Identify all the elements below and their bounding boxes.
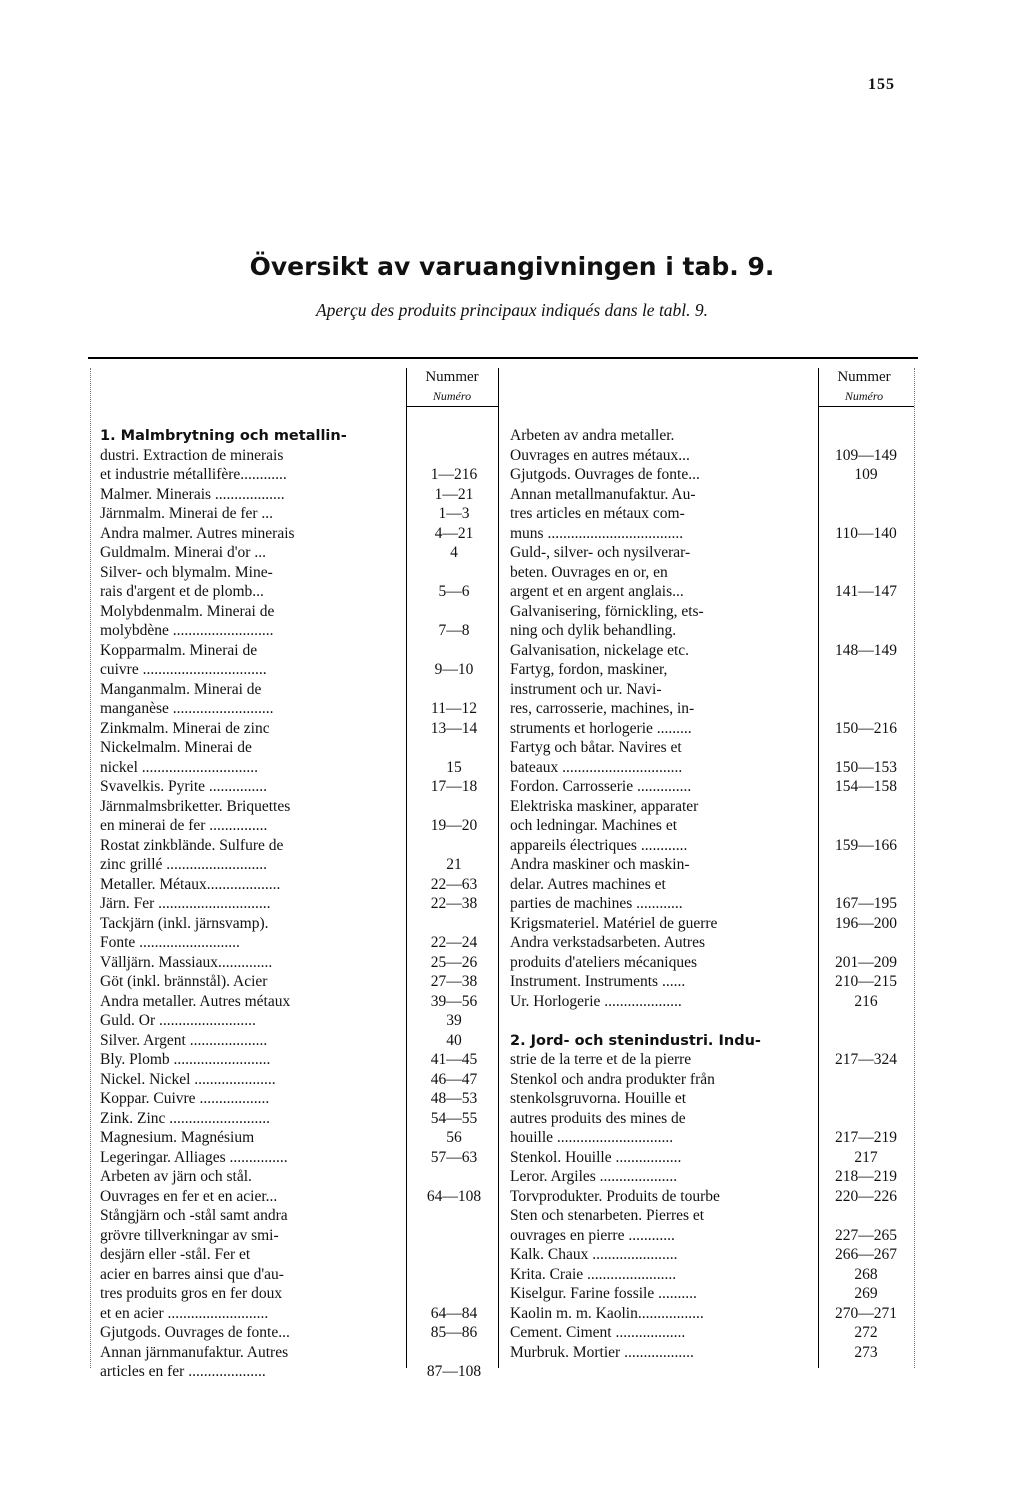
entry-number: 40 [446, 1031, 462, 1049]
entry-number: 21 [446, 856, 462, 873]
entry-label: Magnesium. Magnésium [100, 1129, 255, 1146]
entry-label: Stenkol och andra produkter från [510, 1070, 715, 1088]
entry-label: Arbeten av järn och stål. [100, 1168, 252, 1185]
entry-number: 154—158 [835, 778, 897, 795]
entry-label: Fonte .......................... [100, 934, 240, 951]
entry-label: Rostat zinkblände. Sulfure de [100, 836, 284, 854]
entry-number: 57—63 [430, 1148, 478, 1166]
entry-label: ouvrages en pierre ............ [510, 1226, 675, 1244]
entry-label: instrument och ur. Navi- [510, 680, 662, 698]
entry-number: 7—8 [438, 622, 470, 639]
entry-label: Tackjärn (inkl. järnsvamp). [100, 914, 269, 932]
entry-number: 19—20 [430, 817, 478, 834]
entry-label: Nickel. Nickel ..................... [100, 1070, 276, 1088]
entry-label: Bly. Plomb ......................... [100, 1051, 271, 1068]
rule-left-label [406, 368, 407, 1368]
entry-number: 4—21 [434, 524, 474, 542]
entry-label: Andra verkstadsarbeten. Autres [510, 934, 705, 951]
entry-label: Guldmalm. Minerai d'or ... [100, 544, 266, 561]
entry-number: 1—216 [430, 466, 478, 483]
entry-number: 218—219 [835, 1168, 897, 1185]
entry-label: tres articles en métaux com- [510, 505, 685, 522]
entry-label: tres produits gros en fer doux [100, 1285, 283, 1302]
entry-label: ning och dylik behandling. [510, 622, 677, 639]
entry-number: 273 [854, 1343, 878, 1361]
entry-label: Gjutgods. Ouvrages de fonte... [100, 1324, 290, 1341]
page-number: 155 [868, 76, 895, 93]
entry-label: Galvanisering, förnickling, ets- [510, 602, 704, 620]
entry-label: articles en fer .................... [100, 1363, 266, 1380]
entry-label: Molybdenmalm. Minerai de [100, 602, 275, 620]
entry-label: zinc grillé .......................... [100, 856, 268, 873]
entry-label: Stenkol. Houille ................. [510, 1148, 682, 1166]
entry-label: Guld. Or ......................... [100, 1012, 256, 1029]
entry-number: 56 [446, 1129, 462, 1146]
entry-label: Fartyg och båtar. Navires et [510, 739, 682, 756]
entry-label: Galvanisation, nickelage etc. [510, 641, 690, 659]
entry-label: Silver. Argent .................... [100, 1031, 268, 1049]
top-rule [88, 357, 918, 359]
page-subtitle: Aperçu des produits principaux indiqués dans le tabl. 9. [315, 300, 709, 320]
entry-label: Silver- och blymalm. Mine- [100, 563, 273, 581]
entry-label: Järn. Fer ............................. [100, 895, 271, 912]
entry-label: Välljärn. Massiaux.............. [100, 953, 273, 971]
entry-label: grövre tillverkningar av smi- [100, 1226, 279, 1244]
header-left [406, 368, 498, 406]
entry-label: och ledningar. Machines et [510, 817, 678, 834]
entry-number: 11—12 [431, 700, 477, 717]
entry-number: 1—3 [438, 505, 470, 522]
entry-number: 217 [854, 1148, 878, 1166]
entry-label: nickel .............................. [100, 758, 258, 776]
entry-number: 150—216 [835, 719, 897, 737]
entry-number: 54—55 [430, 1109, 478, 1127]
entry-label: Krigsmateriel. Matériel de guerre [510, 914, 718, 932]
entry-label: Fartyg, fordon, maskiner, [510, 661, 668, 678]
entry-label: 2. Jord- och stenindustri. Indu- [510, 1032, 761, 1049]
entry-number: 201—209 [835, 953, 897, 971]
entry-number: 27—38 [430, 973, 478, 990]
entry-label: autres produits des mines de [510, 1109, 686, 1127]
entry-label: Manganmalm. Minerai de [100, 680, 262, 698]
entry-number: 150—153 [835, 758, 897, 776]
entry-number: 141—147 [835, 583, 897, 600]
entry-number: 109—149 [835, 446, 897, 464]
header-numero: Numéro [844, 389, 884, 403]
entry-label: Guld-, silver- och nysilverar- [510, 544, 691, 561]
entry-label: Ouvrages en fer et en acier... [100, 1187, 278, 1205]
entry-label: Kaolin m. m. Kaolin................. [510, 1304, 704, 1322]
header-nummer: Nummer [425, 369, 479, 385]
entry-number: 13—14 [430, 719, 478, 737]
entry-label: Göt (inkl. brännstål). Acier [100, 973, 268, 990]
entry-label: Kopparmalm. Minerai de [100, 641, 258, 659]
entry-label: Kiselgur. Farine fossile .......... [510, 1285, 697, 1302]
header-numero: Numéro [432, 389, 472, 403]
entry-label: Cement. Ciment .................. [510, 1324, 686, 1341]
entry-label: cuivre ................................ [100, 661, 267, 678]
entry-label: Instrument. Instruments ...... [510, 973, 686, 990]
entry-number: 269 [854, 1285, 878, 1302]
entry-label: Ur. Horlogerie .................... [510, 992, 682, 1010]
entry-label: Metaller. Métaux................... [100, 875, 281, 893]
entry-number: 5—6 [438, 583, 470, 600]
entry-number: 85—86 [430, 1324, 478, 1341]
entry-label: Legeringar. Alliages ............... [100, 1148, 288, 1166]
entry-label: dustri. Extraction de minerais [100, 446, 284, 464]
entry-number: 220—226 [835, 1187, 897, 1205]
entry-number: 159—166 [835, 836, 897, 854]
entry-label: Kalk. Chaux ...................... [510, 1246, 678, 1263]
rule-right-outer [914, 368, 915, 1368]
entry-label: delar. Autres machines et [510, 875, 666, 893]
entry-label: Andra metaller. Autres métaux [100, 992, 291, 1010]
entry-number: 15 [446, 758, 462, 776]
entry-label: acier en barres ainsi que d'au- [100, 1265, 284, 1283]
entry-label: Andra malmer. Autres minerais [100, 524, 295, 542]
rule-left-outer [90, 368, 91, 1368]
entry-number: 272 [854, 1324, 878, 1341]
entry-number: 17—18 [430, 778, 478, 795]
entry-number: 109 [854, 466, 878, 483]
entry-label: Sten och stenarbeten. Pierres et [510, 1207, 705, 1224]
entry-number: 216 [854, 992, 878, 1010]
entry-number: 167—195 [835, 895, 897, 912]
entry-label: en minerai de fer ............... [100, 817, 268, 834]
entry-number: 268 [854, 1265, 878, 1283]
entry-label: Murbruk. Mortier .................. [510, 1343, 694, 1361]
entry-number: 148—149 [835, 641, 897, 659]
entry-number: 22—38 [430, 895, 478, 912]
entry-number: 48—53 [430, 1090, 478, 1107]
entry-number: 9—10 [434, 661, 474, 678]
entry-label: Stångjärn och -stål samt andra [100, 1207, 288, 1224]
entry-number: 46—47 [430, 1070, 478, 1088]
entry-label: houille .............................. [510, 1129, 674, 1146]
entry-label: Arbeten av andra metaller. [510, 427, 675, 444]
entry-label: Järnmalmsbriketter. Briquettes [100, 797, 291, 815]
entry-label: Zinkmalm. Minerai de zinc [100, 719, 270, 737]
entry-label: Gjutgods. Ouvrages de fonte... [510, 466, 700, 483]
entry-number: 39—56 [430, 992, 478, 1010]
entry-label: Andra maskiner och maskin- [510, 856, 690, 873]
entry-number: 64—84 [430, 1304, 478, 1322]
entry-label: rais d'argent et de plomb... [100, 583, 264, 600]
entry-label: Annan metallmanufaktur. Au- [510, 485, 696, 503]
entry-label: bateaux ............................... [510, 758, 683, 776]
entry-number: 22—24 [430, 934, 478, 951]
entry-label: argent et en argent anglais... [510, 583, 684, 600]
entry-label: strie de la terre et de la pierre [510, 1051, 692, 1068]
entry-number: 266—267 [835, 1246, 897, 1263]
entry-number: 217—324 [835, 1051, 897, 1068]
entry-label: stenkolsgruvorna. Houille et [510, 1090, 687, 1107]
header-sep-left [406, 406, 498, 407]
entry-label: muns ................................... [510, 524, 684, 542]
header-nummer: Nummer [837, 369, 891, 385]
entry-label: beten. Ouvrages en or, en [510, 563, 668, 581]
entry-label: Fordon. Carrosserie .............. [510, 778, 692, 795]
entry-number: 25—26 [430, 953, 478, 971]
entry-label: parties de machines ............ [510, 895, 683, 912]
entry-label: Torvprodukter. Produits de tourbe [510, 1187, 720, 1205]
page-title: Översikt av varuangivningen i tab. 9. [249, 252, 775, 281]
entry-number: 217—219 [835, 1129, 897, 1146]
entry-number: 227—265 [835, 1226, 897, 1244]
entry-label: molybdène .......................... [100, 622, 274, 639]
entry-number: 4 [450, 544, 458, 561]
entry-number: 196—200 [835, 914, 897, 932]
entry-label: 1. Malmbrytning och metallin- [100, 428, 347, 444]
entry-number: 270—271 [835, 1304, 897, 1322]
entry-label: Annan järnmanufaktur. Autres [100, 1343, 289, 1361]
entry-number: 110—140 [835, 524, 897, 542]
entry-label: Ouvrages en autres métaux... [510, 446, 690, 464]
entry-label: Koppar. Cuivre .................. [100, 1090, 270, 1107]
rule-right-label [818, 368, 819, 1368]
entry-label: Malmer. Minerais .................. [100, 485, 285, 503]
header-sep-right [818, 406, 914, 407]
entry-number: 1—21 [434, 485, 474, 503]
entry-label: desjärn eller -stål. Fer et [100, 1246, 251, 1263]
entry-label: res, carrosserie, machines, in- [510, 700, 695, 717]
entry-number: 64—108 [426, 1187, 482, 1205]
entry-label: Zink. Zinc .......................... [100, 1109, 271, 1127]
entry-number: 39 [446, 1012, 462, 1029]
entry-label: et en acier .......................... [100, 1304, 269, 1322]
entry-number: 87—108 [426, 1363, 482, 1380]
header-right [818, 368, 910, 406]
entry-number: 41—45 [430, 1051, 478, 1068]
entry-label: Elektriska maskiner, apparater [510, 797, 699, 815]
entry-label: produits d'ateliers mécaniques [510, 953, 698, 971]
entry-label: Järnmalm. Minerai de fer ... [100, 505, 274, 522]
entry-number: 210—215 [835, 973, 897, 990]
entry-label: Nickelmalm. Minerai de [100, 739, 252, 756]
entry-label: et industrie métallifère............ [100, 466, 287, 483]
entry-number: 22—63 [430, 875, 478, 893]
entry-label: Leror. Argiles .................... [510, 1168, 678, 1185]
entry-label: struments et horlogerie ......... [510, 719, 692, 737]
entry-label: manganèse .......................... [100, 700, 274, 717]
entry-label: appareils électriques ............ [510, 836, 688, 854]
entry-label: Krita. Craie ....................... [510, 1265, 677, 1283]
entry-label: Svavelkis. Pyrite ............... [100, 778, 268, 795]
